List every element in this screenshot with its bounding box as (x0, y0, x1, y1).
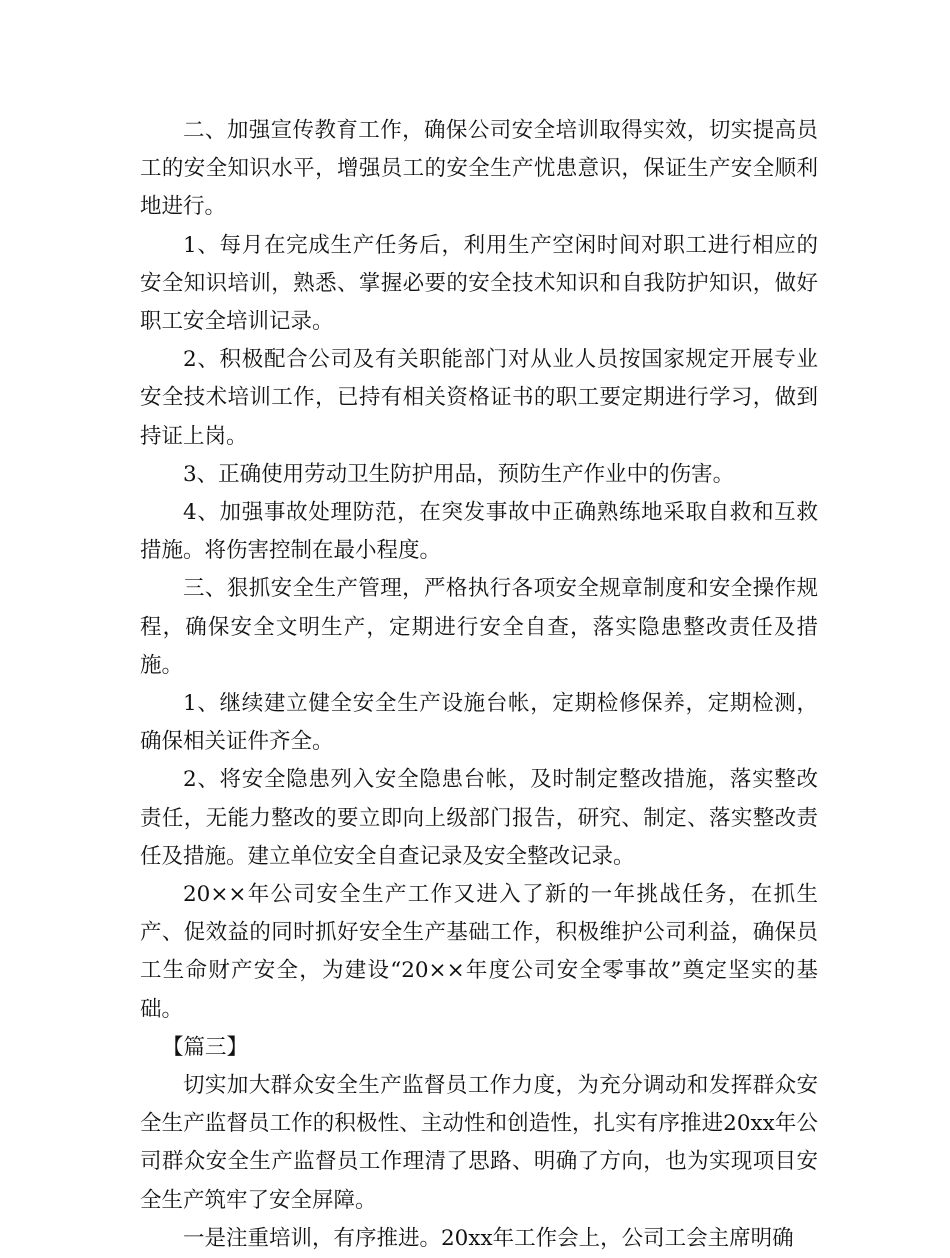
paragraph-facility-ledger: 1、继续建立健全安全生产设施台帐，定期检修保养，定期检测，确保相关证件齐全。 (140, 691, 818, 755)
paragraph-publicity-education: 二、加强宣传教育工作，确保公司安全培训取得实效，切实提高员工的安全知识水平，增强员工的安全生产忧患意识，保证生产安全顺利地进行。 (140, 118, 818, 220)
paragraph-accident-prevention: 4、加强事故处理防范，在突发事故中正确熟练地采取自救和互救措施。将伤害控制在最小程度。 (140, 500, 818, 564)
paragraph-protective-equipment: 3、正确使用劳动卫生防护用品，预防生产作业中的伤害。 (183, 461, 735, 487)
paragraph-hazard-ledger: 2、将安全隐患列入安全隐患台帐，及时制定整改措施，落实整改责任，无能力整改的要立即向上级部门报告，研究、制定、落实整改责任及措施。建立单位安全自查记录及安全整改记录。 (140, 767, 818, 869)
paragraph-training-first: 一是注重培训，有序推进。20xx年工作会上，公司工会主席明确 (183, 1225, 794, 1251)
paragraph-professional-training: 2、积极配合公司及有关职能部门对从业人员按国家规定开展专业安全技术培训工作，已持有相关资格证书的职工要定期进行学习，做到持证上岗。 (140, 347, 818, 449)
paragraph-annual-summary: 20××年公司安全生产工作又进入了新的一年挑战任务，在抓生产、促效益的同时抓好安全生产基础工作，积极维护公司利益，确保员工生命财产安全，为建设“20××年度公司安全零事故”奠定坚实的基础。 (140, 882, 818, 1022)
section-heading: 【篇三】 (162, 1034, 249, 1060)
document-body (140, 112, 818, 1258)
paragraph-supervisor-intro: 切实加大群众安全生产监督员工作力度，为充分调动和发挥群众安全生产监督员工作的积极性、主动性和创造性，扎实有序推进20xx年公司群众安全生产监督员工作理清了思路、明确了方向，也为实现项目安全生产筑牢了安全屏障。 (140, 1073, 818, 1213)
paragraph-monthly-training: 1、每月在完成生产任务后，利用生产空闲时间对职工进行相应的安全知识培训，熟悉、掌握必要的安全技术知识和自我防护知识，做好职工安全培训记录。 (140, 232, 818, 335)
paragraph-safety-management: 三、狠抓安全生产管理，严格执行各项安全规章制度和安全操作规程，确保安全文明生产，定期进行安全自查，落实隐患整改责任及措施。 (140, 576, 818, 678)
